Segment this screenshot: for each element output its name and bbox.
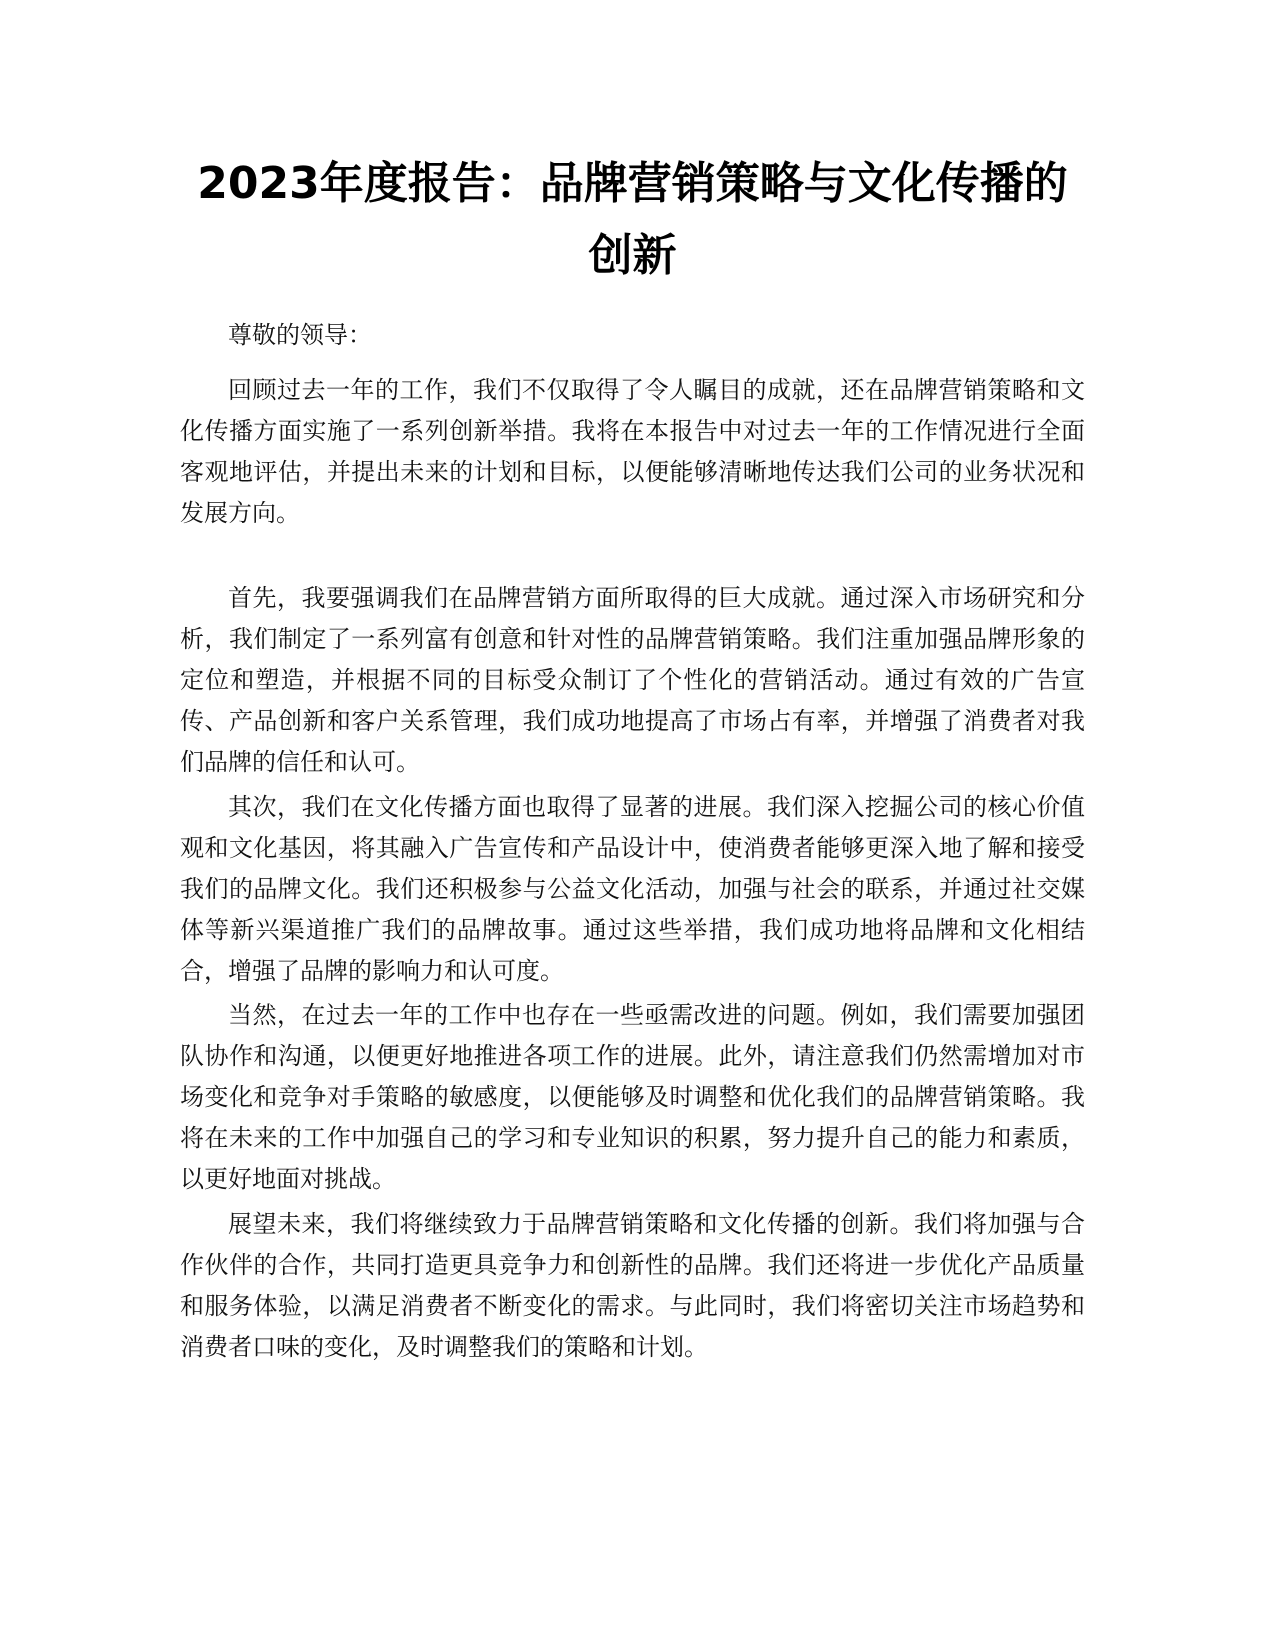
paragraph-outlook: 展望未来，我们将继续致力于品牌营销策略和文化传播的创新。我们将加强与合作伙伴的合作，共同打造更具竞争力和创新性的品牌。我们还将进一步优化产品质量和服务体验，以满足消费者不断变化的需求。与此同时，我们将密切关注市场趋势和消费者口味的变化，及时调整我们的策略和计划。 bbox=[180, 1210, 1085, 1361]
salutation: 尊敬的领导： bbox=[228, 321, 372, 349]
paragraph-brand-marketing: 首先，我要强调我们在品牌营销方面所取得的巨大成就。通过深入市场研究和分析，我们制定了一系列富有创意和针对性的品牌营销策略。我们注重加强品牌形象的定位和塑造，并根据不同的目标受众制订了个性化的营销活动。通过有效的广告宣传、产品创新和客户关系管理，我们成功地提高了市场占有率，并增强了消费者对我们品牌的信任和认可。 bbox=[180, 584, 1085, 776]
document-title: 2023年度报告：品牌营销策略与文化传播的创新 bbox=[197, 158, 1068, 281]
paragraph-review: 回顾过去一年的工作，我们不仅取得了令人瞩目的成就，还在品牌营销策略和文化传播方面实施了一系列创新举措。我将在本报告中对过去一年的工作情况进行全面客观地评估，并提出未来的计划和目标，以便能够清晰地传达我们公司的业务状况和发展方向。 bbox=[180, 376, 1085, 527]
paragraph-cultural-communication: 其次，我们在文化传播方面也取得了显著的进展。我们深入挖掘公司的核心价值观和文化基因，将其融入广告宣传和产品设计中，使消费者能够更深入地了解和接受我们的品牌文化。我们还积极参与公益文化活动，加强与社会的联系，并通过社交媒体等新兴渠道推广我们的品牌故事。通过这些举措，我们成功地将品牌和文化相结合，增强了品牌的影响力和认可度。 bbox=[180, 793, 1085, 985]
paragraph-improvements: 当然，在过去一年的工作中也存在一些亟需改进的问题。例如，我们需要加强团队协作和沟通，以便更好地推进各项工作的进展。此外，请注意我们仍然需增加对市场变化和竞争对手策略的敏感度，以便能够及时调整和优化我们的品牌营销策略。我将在未来的工作中加强自己的学习和专业知识的积累，努力提升自己的能力和素质，以更好地面对挑战。 bbox=[180, 1001, 1085, 1193]
